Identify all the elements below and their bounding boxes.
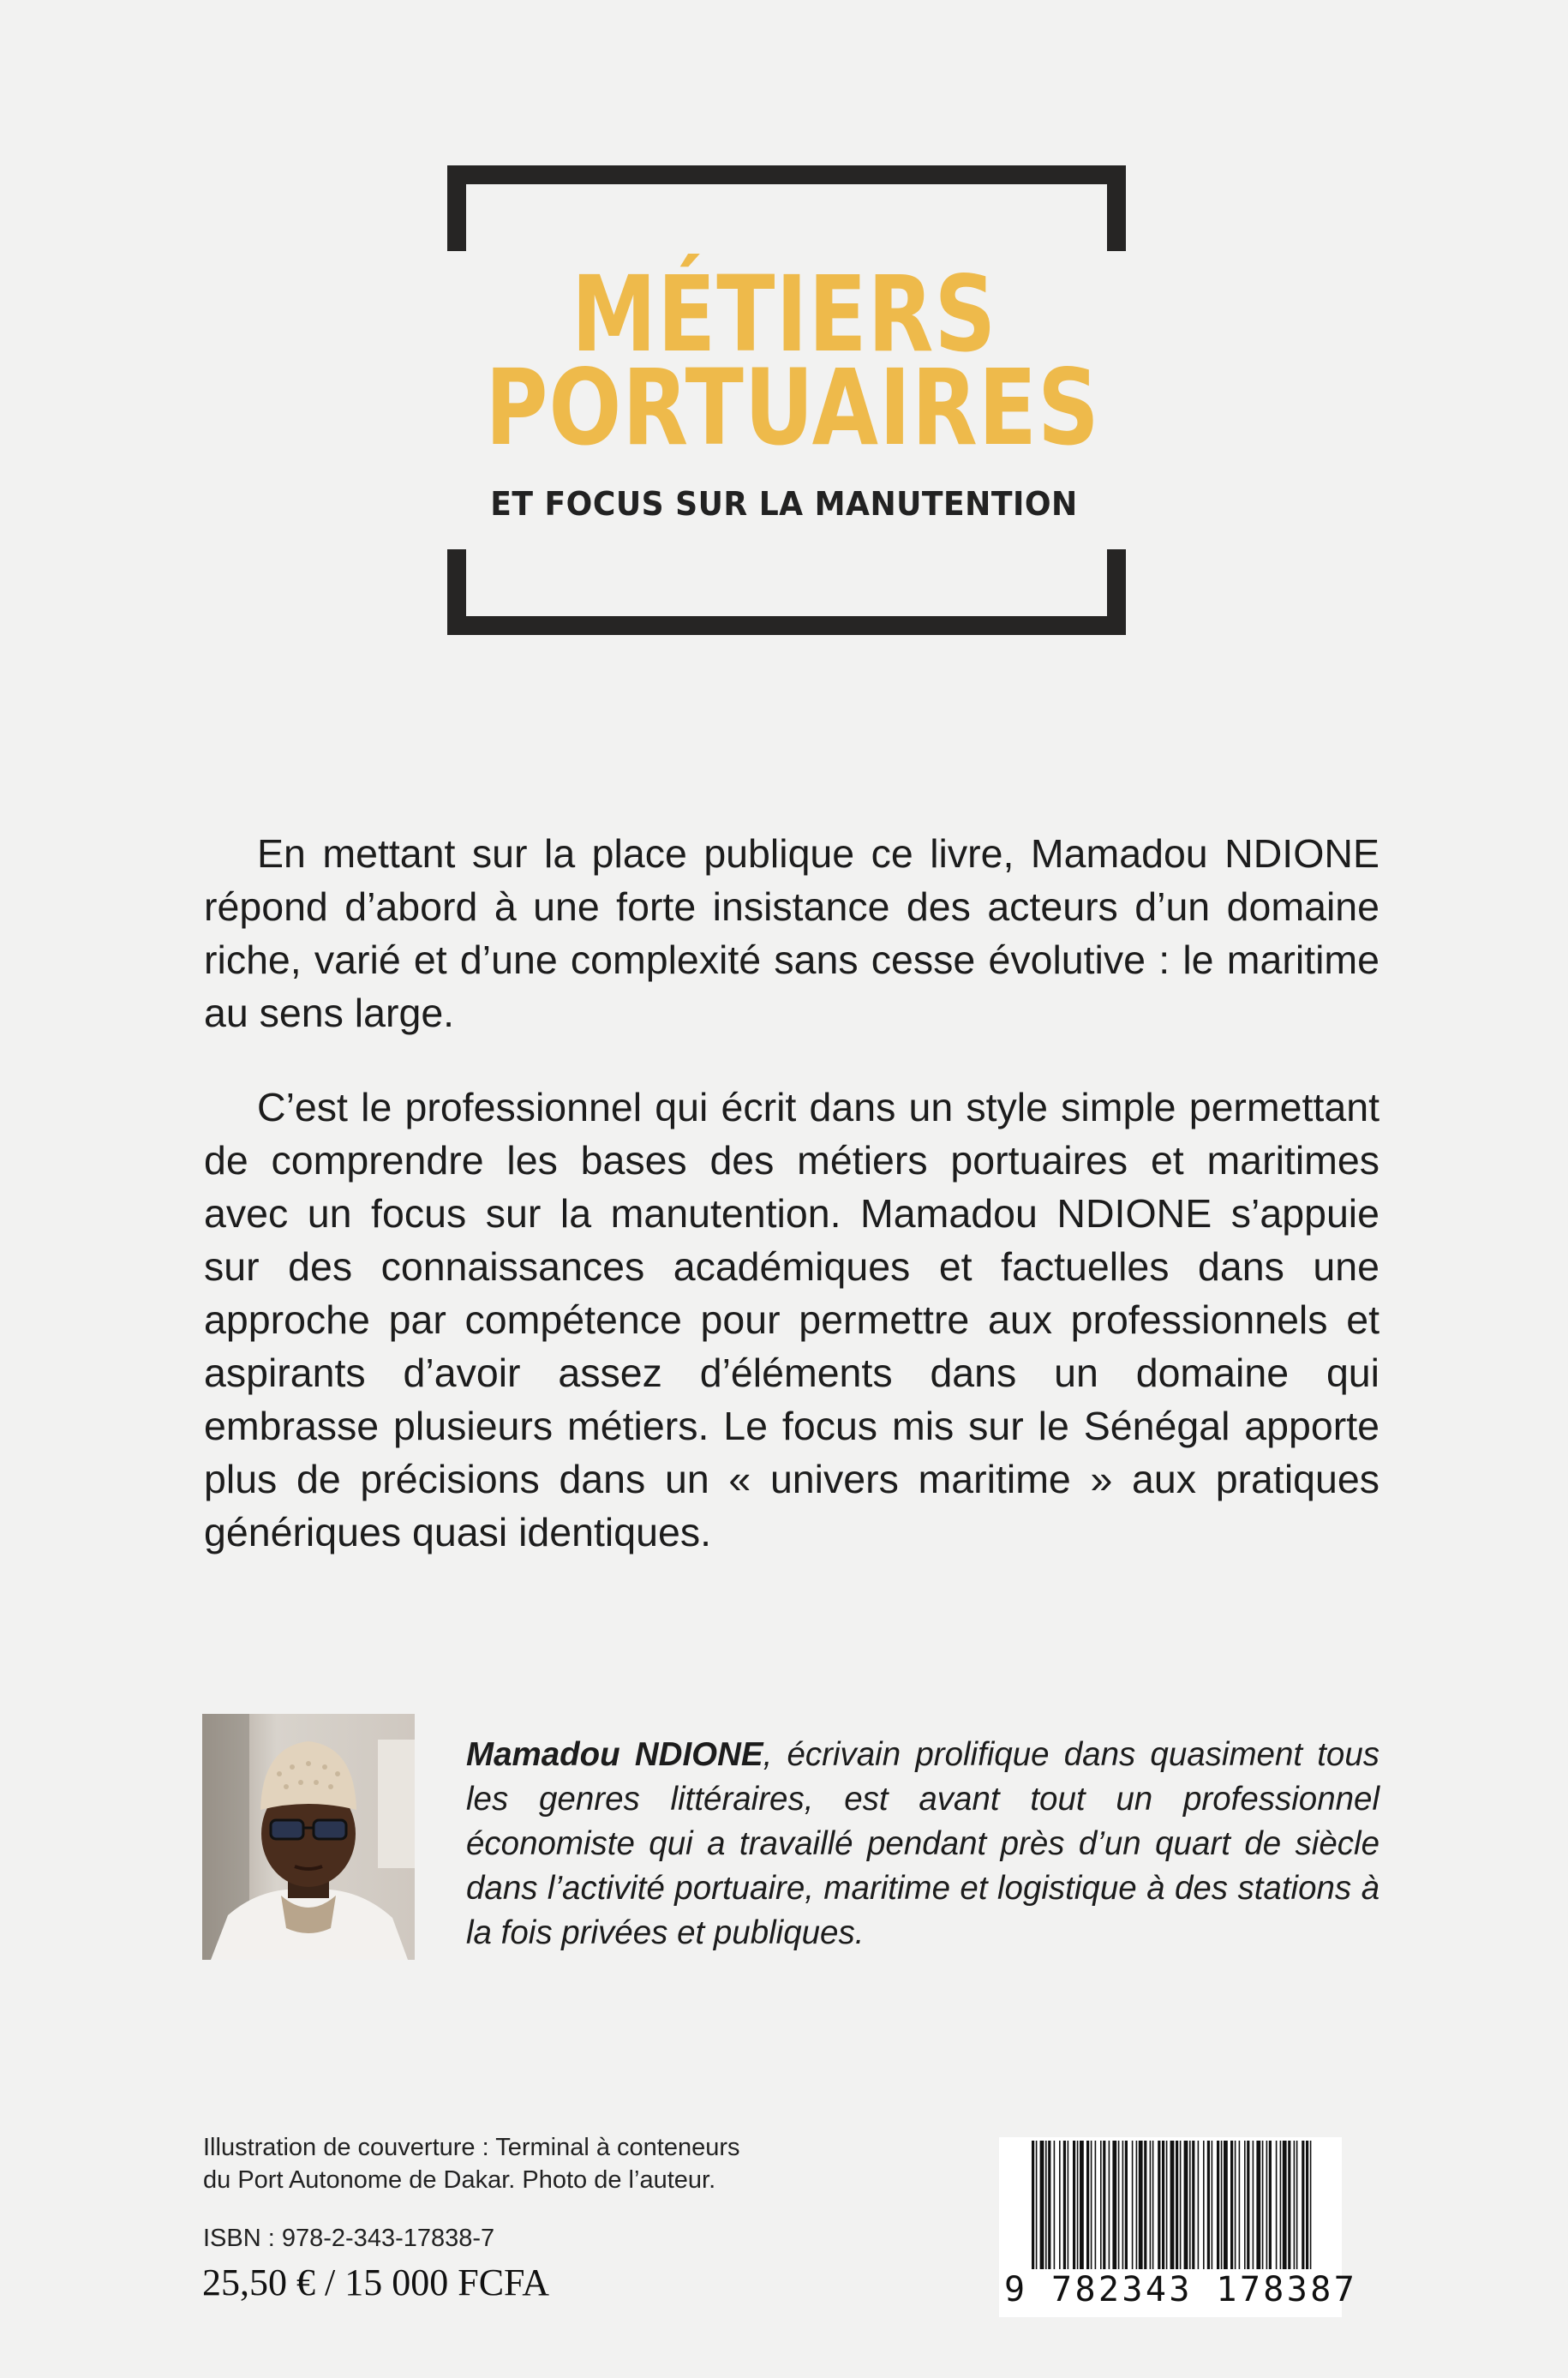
- isbn: ISBN : 978-2-343-17838-7: [203, 2225, 495, 2252]
- author-bio-text: , écrivain prolifique dans quasiment tous les genres littéraires, est avant tout un professionnel économiste qui a travaillé pendant près d’un quart de siècle dans l’activité portuaire, maritime et logistique à des stations à la fois privées et publiques.: [466, 1736, 1380, 1951]
- frame-bottom-right-leg: [1107, 549, 1126, 635]
- isbn-barcode: [999, 2137, 1358, 2317]
- book-subtitle: ET FOCUS SUR LA MANUTENTION: [490, 485, 1078, 523]
- frame-bottom-bar: [447, 616, 1126, 635]
- credit-line-1: Illustration de couverture : Terminal à conteneurs: [203, 2134, 740, 2161]
- blurb-paragraph-2: C’est le professionnel qui écrit dans un style simple permettant de comprendre les bases des métiers portuaires et maritimes avec un focus sur la manutention. Mamadou NDIONE s’appuie sur des connaissances académiques et factuelles dans une approche par compétence pour permettre aux professionnels et aspirants d’avoir assez d’éléments dans un domaine qui embrasse plusieurs métiers. Le focus mis sur le Sénégal apporte plus de précisions dans un « univers maritime » aux pratiques génériques quasi identiques.: [204, 1085, 1379, 1554]
- book-title-line1: MÉTIERS: [571, 254, 997, 375]
- author-bio: [466, 1733, 1379, 1956]
- author-photo: [202, 1714, 415, 1960]
- blurb: [204, 827, 1379, 1600]
- author-name: Mamadou NDIONE: [466, 1736, 763, 1773]
- frame-top-bar: [447, 165, 1126, 184]
- barcode-bars: [1032, 2141, 1314, 2269]
- frame-top-left-leg: [447, 165, 466, 251]
- barcode-digits: 9 782343 178387: [1004, 2270, 1358, 2309]
- blurb-paragraph-1: En mettant sur la place publique ce livre, Mamadou NDIONE répond d’abord à une forte insistance des acteurs d’un domaine riche, varié et d’une complexité sans cesse évolutive : le maritime au sens large.: [204, 831, 1379, 1035]
- frame-top-right-leg: [1107, 165, 1126, 251]
- frame-bottom-left-leg: [447, 549, 466, 635]
- credit-line-2: du Port Autonome de Dakar. Photo de l’auteur.: [203, 2166, 716, 2194]
- cover-credit: [203, 2131, 854, 2196]
- book-title-line2: PORTUAIRES: [485, 347, 1100, 469]
- price: 25,50 € / 15 000 FCFA: [202, 2261, 550, 2303]
